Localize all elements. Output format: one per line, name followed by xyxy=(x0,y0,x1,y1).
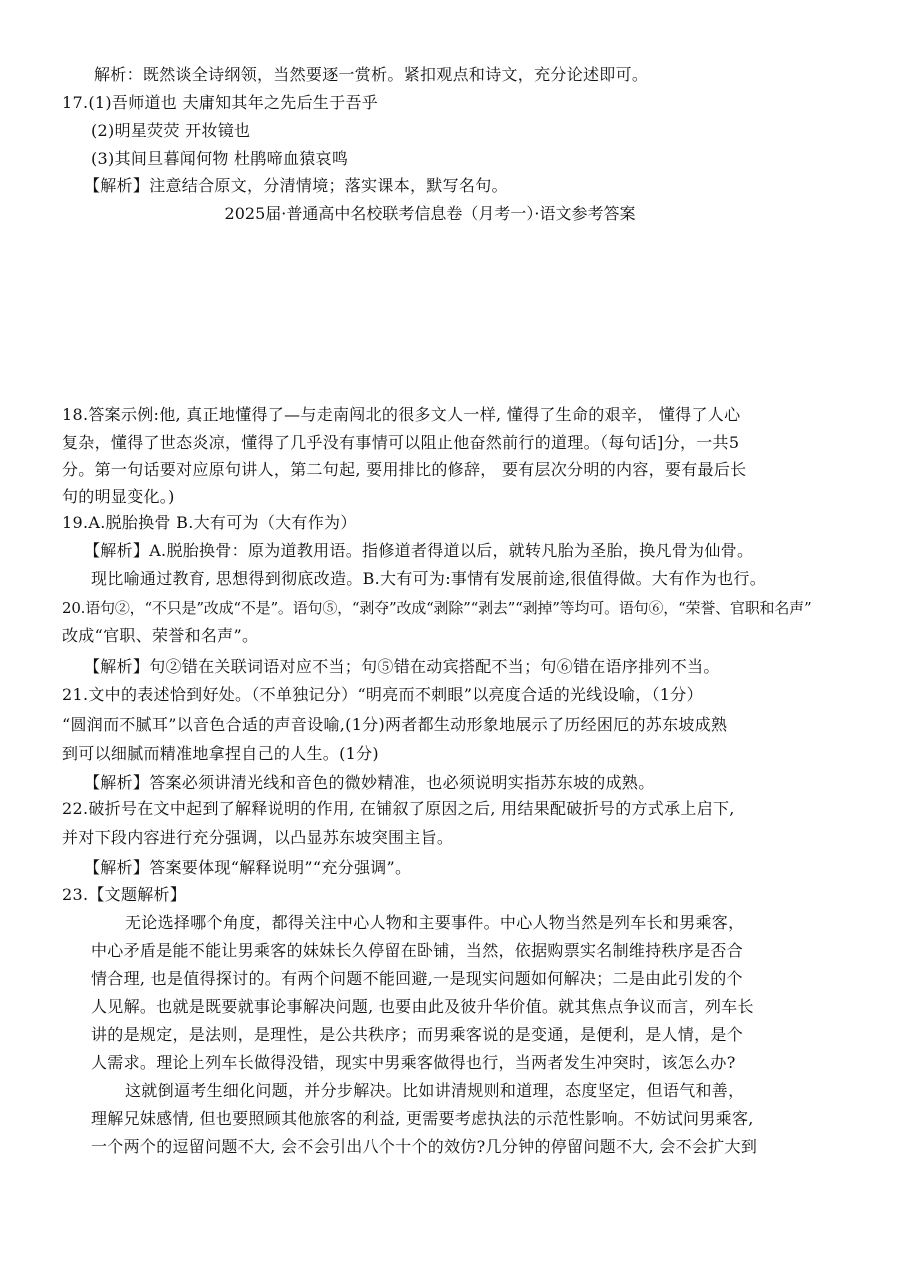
q22-analysis: 【解析】答案要体现“解释说明”“充分强调”。 xyxy=(84,858,412,877)
q18-line1: 18.答案示例:他, 真正地懂得了—与走南闯北的很多文人一样, 懂得了生命的艰辛， 懂得了人心 xyxy=(62,405,741,424)
q22-line2: 并对下段内容进行充分强调，以凸显苏东坡突围主旨。 xyxy=(62,828,454,847)
q18-line3: 分。第一句话要对应原句讲人，第二句起, 要用排比的修辞， 要有层次分明的内容，要有最后长 xyxy=(62,460,747,479)
q22-line1: 22.破折号在文中起到了解释说明的作用, 在铺叙了原因之后, 用结果配破折号的方式承上启下, xyxy=(62,799,735,818)
q19-analysis-line1: 【解析】A.脱胎换骨：原为道教用语。指修道者得道以后，就转凡胎为圣胎，换凡骨为仙骨。 xyxy=(84,541,754,560)
q17-analysis: 【解析】注意结合原文，分清情境；落实课本，默写名句。 xyxy=(84,176,508,195)
q17-line2: (2)明星荧荧 开妆镜也 xyxy=(91,121,251,140)
running-header: 2025届·普通高中名校联考信息卷（月考一）·语文参考答案 xyxy=(224,204,636,223)
q21-line2: “圆润而不腻耳”以音色合适的声音设喻,(1分)两者都生动形象地展示了历经困厄的苏东坡成熟 xyxy=(62,715,728,734)
q23-p2-line3: 一个两个的逗留问题不大, 会不会引出八个十个的效仿?几分钟的停留问题不大, 会不会扩大到 xyxy=(91,1137,758,1156)
q23-p1-line6: 人需求。理论上列车长做得没错，现实中男乘客做得也行，当两者发生冲突时，该怎么办? xyxy=(91,1053,736,1072)
q23-p1-line2: 中心矛盾是能不能让男乘客的妹妹长久停留在卧铺，当然，依据购票实名制维持秩序是否合 xyxy=(91,941,744,960)
q23-p1-line3: 情合理, 也是值得探讨的。有两个问题不能回避,一是现实问题如何解决；二是由此引发的个 xyxy=(91,969,743,988)
q17-line3: (3)其间旦暮闻何物 杜鹃啼血猿哀鸣 xyxy=(91,149,349,168)
q23-p1-line4: 人见解。也就是既要就事论事解决问题, 也要由此及彼升华价值。就其焦点争议而言，列车长 xyxy=(91,997,754,1016)
q20-line1: 20.语句②，“不只是”改成“不是”。语句⑤，“剥夺”改成“剥除”“剥去”“剥掉”等均可。语句⑥，“荣誉、官职和名声” xyxy=(62,599,812,617)
q23-p1-line1: 无论选择哪个角度，都得关注中心人物和主要事件。中心人物当然是列车长和男乘客， xyxy=(125,913,745,932)
q20-analysis: 【解析】句②错在关联词语对应不当；句⑤错在动宾搭配不当；句⑥错在语序排列不当。 xyxy=(84,657,720,676)
q19-answer: 19.A.脱胎换骨 B.大有可为（大有作为） xyxy=(62,513,357,532)
q18-line4: 句的明显变化。) xyxy=(62,487,175,506)
q19-analysis-line2: 现比喻通过教育, 思想得到彻底改造。B.大有可为:事情有发展前途,很值得做。大有作为也行。 xyxy=(91,569,766,588)
q20-line2: 改成“官职、荣誉和名声”。 xyxy=(62,626,259,645)
q21-line3: 到可以细腻而精准地拿捏自己的人生。(1分) xyxy=(62,744,379,763)
q17-line1: 17.(1)吾师道也 夫庸知其年之先后生于吾乎 xyxy=(62,93,379,112)
q16-analysis: 解析：既然谈全诗纲领，当然要逐一赏析。紧扣观点和诗文，充分论述即可。 xyxy=(94,65,649,84)
q21-line1: 21.文中的表述恰到好处。（不单独记分）“明亮而不刺眼”以亮度合适的光线设喻，（1分） xyxy=(62,685,703,704)
q23-title: 23.【文题解析】 xyxy=(62,885,187,904)
q18-line2: 复杂，懂得了世态炎凉，懂得了几乎没有事情可以阻止他奋然前行的道理。（每句话]分，一共5 xyxy=(62,433,740,452)
q21-analysis: 【解析】答案必须讲清光线和音色的微妙精准，也必须说明实指苏东坡的成熟。 xyxy=(84,773,655,792)
q23-p1-line5: 讲的是规定，是法则，是理性，是公共秩序；而男乘客说的是变通，是便利，是人情，是个 xyxy=(91,1025,744,1044)
q23-p2-line2: 理解兄妹感情, 但也要照顾其他旅客的利益, 更需要考虑执法的示范性影响。不妨试问男乘客, xyxy=(91,1109,754,1128)
q23-p2-line1: 这就倒逼考生细化问题，并分步解决。比如讲清规则和道理，态度坚定，但语气和善， xyxy=(125,1081,745,1100)
